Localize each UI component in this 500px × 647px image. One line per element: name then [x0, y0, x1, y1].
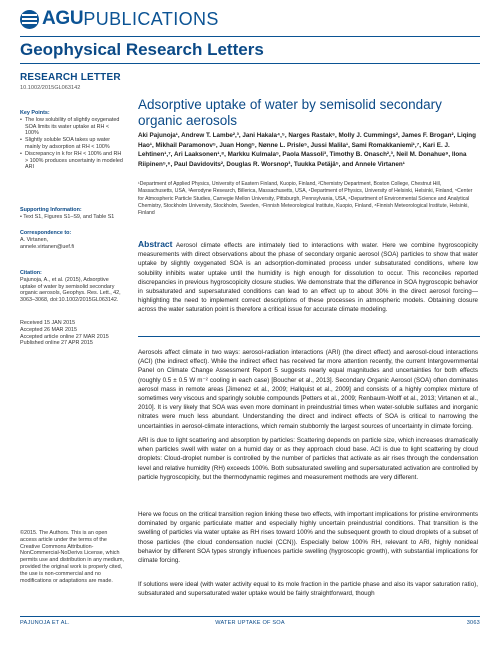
author-list: Aki Pajunoja¹, Andrew T. Lambe²,³, Jani Hakala⁴,⁵, Narges Rastak⁶, Molly J. Cummings², James F. Brogan², Liqing Hao¹, Mikhail Paramonov⁵, Juan Hong⁵, Nønne L. Prisle⁵, Jussi Malila¹, Sami Romakkaniemi¹,⁷, Kari E. J. Lehtinen¹,⁷, Ari Laaksonen¹,⁸, Markku Kulmala⁵, Paola Massoli³, Timothy B. Onasch²,³, Neil M. Donahue⁹, Ilona Riipinen⁵,⁶, Paul Davidovits², Douglas R. Worsnop³, Tuukka Petäjä⁵, and Annele Virtanen¹	[138, 132, 477, 168]
supporting-heading: Supporting Information:	[20, 207, 82, 213]
accepted-date: Accepted 26 MAR 2015	[20, 326, 77, 333]
abstract	[138, 240, 478, 315]
accepted-online-date: Accepted article online 27 MAR 2015	[20, 333, 109, 340]
body-paragraph: Here we focus on the critical transition region linking these two effects, with important implications for pristine environments dominated by organic particulate matter and especially highly uncertain preindustrial conditions. That transition is the swelling of particles via water uptake as RH rises toward 100% and the subsequent growth to cloud droplets of a subset of those particles (the cloud condensation nuclei (CCN)). Especially below 100% RH, relevant to ARI, highly nonideal behavior by different SOA types strongly influences particle swelling (hygroscopic growth), with substantial implications for climate forcing.	[138, 511, 478, 565]
affiliations: ¹Department of Applied Physics, University of Eastern Finland, Kuopio, Finland, ²Chemistry Department, Boston College, Chestnut Hill, Massachusetts, USA, ³Aerodyne Research, Billerica, Massachusetts, USA, ⁴Department of Physics, University of Helsinki, Helsinki, Finland, ⁵Center for Atmospheric Particle Studies, Carnegie Mellon University, Pittsburgh, Pennsylvania, USA, ⁶Department of Environmental Science and Analytical Chemistry, Stockholm University, Stockholm, Sweden, ⁷Finnish Meteorological Institute, Kuopio, Finland, ⁸Finnish Meteorological Institute, Helsinki, Finland	[138, 181, 473, 217]
agu-globe-icon	[20, 10, 39, 29]
body-paragraph: If solutions were ideal (with water activity equal to its mole fraction in the particle phase and also its vapor saturation ratio), subsaturated and supersaturated water uptake would be fairly straightforward, though	[138, 581, 478, 598]
abstract-divider	[138, 336, 480, 337]
body-paragraph: Aerosols affect climate in two ways: aerosol-radiation interactions (ARI) (the direct effect) and aerosol-cloud interactions (ACI) (the indirect effect). While the indirect effect has received far more attention recently, the current Intergovernmental Panel on Climate Change Assessment Report 5 suggests nearly equal magnitudes and uncertainties for both effects (roughly 0.5 ± 0.5 W m⁻² cooling in each case) [Boucher et al., 2013]. Secondary Organic Aerosol (SOA) often dominates aerosol mass in remote areas [Jimenez et al., 2009; Hallquist et al., 2009] and consists of a highly complex mixture of sometimes very viscous and sparingly soluble compounds [Petters et al., 2009; Renbaum-Wolff et al., 2013; Virtanen et al., 2010]. It is very likely that SOA was even more dominant in preindustrial times when water-soluble sulfates and inorganic nitrates were much less abundant. Understanding the direct and indirect effects of SOA is critical to narrowing the uncertainties in aerosol-climate interactions, which remain stubbornly the largest sources of uncertainty in climate forcing.	[138, 349, 478, 430]
body-paragraph: ARI is due to light scattering and absorption by particles: Scattering depends on particle size, which increases dramatically when particles swell with water on a humid day or as they approach cloud base. ACI is due to light scattering by cloud droplets: Cloud-droplet number is controlled by the number of particles that activate as air rises through the condensation level and relative humidity (RH) exceeds 100%. Both subsaturated swelling and supersaturated activation are controlled by particle hygroscopicity, but the thermodynamic regimes and measurement methods are very different.	[138, 437, 478, 481]
logo-brand: AGU	[42, 8, 84, 29]
license-notice: ©2015. The Authors. This is an open access article under the terms of the Creative Commons Attribution-NonCommercial-NoDerivs License, which permits use and distribution in any medium, provided the original work is properly cited, the use is non-commercial and no modifications or adaptations are made.	[20, 530, 124, 584]
footer-divider	[20, 616, 480, 617]
citation	[20, 270, 124, 304]
correspondence-heading: Correspondence to:	[20, 230, 72, 236]
published-online-date: Published online 27 APR 2015	[20, 340, 93, 347]
correspondence-name: A. Virtanen,	[20, 236, 49, 243]
key-point: • The low solubility of slightly oxygenated SOA limits its water uptake at RH < 100%	[25, 117, 124, 137]
article-dates	[20, 320, 124, 347]
key-points	[20, 110, 124, 171]
key-point: • Slightly soluble SOA takes up water mainly by adsorption at RH < 100%	[25, 137, 124, 151]
agu-publications-logo	[20, 7, 219, 31]
article-title: Adsorptive uptake of water by semisolid secondary organic aerosols	[138, 97, 442, 128]
footer-authors: PAJUNOJA ET AL.	[20, 620, 70, 626]
citation-heading: Citation:	[20, 270, 42, 276]
correspondence-email[interactable]: annele.virtanen@uef.fi	[20, 243, 75, 250]
journal-divider	[20, 63, 480, 64]
page-number: 3063	[466, 620, 480, 626]
header-divider	[20, 36, 480, 37]
key-point: • Discrepancy in k for RH < 100% and RH > 100% produces uncertainty in modeled ARI	[25, 151, 124, 171]
citation-text: Pajunoja, A., et al. (2015), Adsorptive uptake of water by semisolid secondary organic aerosols, Geophys. Res. Lett., 42, 3063–3068, doi:10.1002/2015GL063142.	[20, 276, 121, 304]
abstract-text: Aerosol climate effects are intimately tied to interactions with water. Here we combine hygroscopicity measurements with direct observations about the phase of secondary organic aerosol (SOA) particles to show that water uptake by slightly oxygenated SOA is an adsorption-dominated process under subsaturated conditions, where low solubility inhibits water uptake until the humidity is high enough for dissolution to occur. This reconciles reported discrepancies in previous hygroscopicity closure studies. We demonstrate that the difference in SOA hygroscopic behavior in subsaturated and supersaturated conditions can lead to an effect up to about 30% in the direct aerosol forcing—highlighting the need to implement correct descriptions of these processes in atmospheric models. Obtaining closure across the water saturation point is therefore a critical issue for accurate climate modeling.	[138, 242, 478, 314]
abstract-label: Abstract	[138, 239, 173, 249]
received-date: Received 15 JAN 2015	[20, 320, 76, 326]
key-points-heading: Key Points:	[20, 110, 50, 116]
supporting-information	[20, 207, 124, 221]
correspondence	[20, 230, 124, 250]
article-type: RESEARCH LETTER	[20, 72, 121, 83]
logo-suffix: PUBLICATIONS	[83, 8, 219, 29]
doi[interactable]: 10.1002/2015GL063142	[20, 85, 81, 91]
footer-running-title: WATER UPTAKE OF SOA	[215, 620, 285, 626]
supporting-text[interactable]: • Text S1, Figures S1–S9, and Table S1	[20, 213, 115, 220]
journal-title: Geophysical Research Letters	[20, 40, 264, 59]
